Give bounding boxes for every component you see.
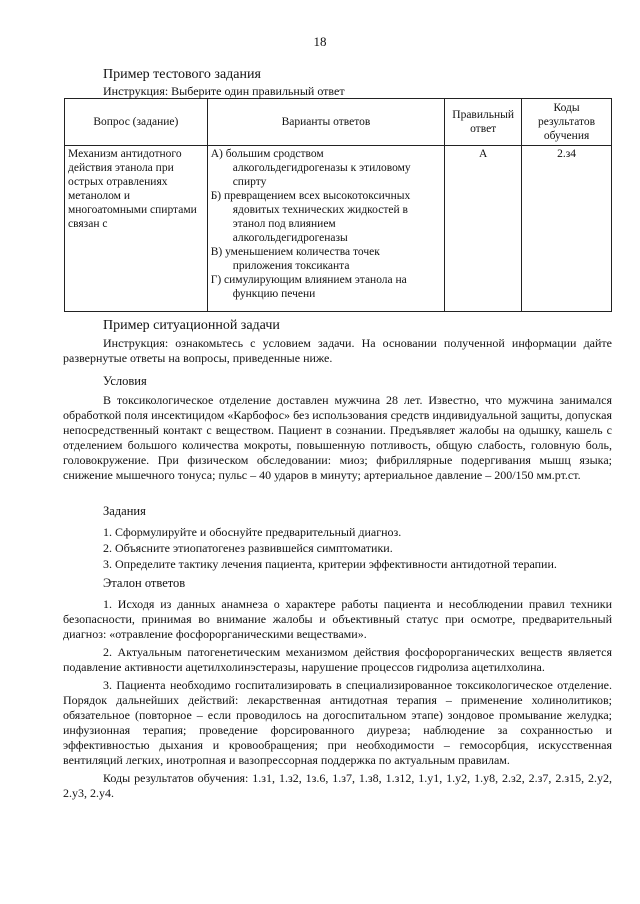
answers-label: Эталон ответов [103, 576, 186, 590]
page-number: 18 [313, 34, 327, 49]
header-codes: Коды результатов обучения [522, 99, 612, 146]
situational-instruction-block [63, 336, 612, 366]
conditions-label: Условия [103, 374, 147, 388]
header-answer: Правильный ответ [445, 99, 522, 146]
header-options: Варианты ответов [207, 99, 444, 146]
conditions-text: В токсикологическое отделение доставлен мужчина 28 лет. Известно, что мужчина занимался обработкой поля инсектицидом «Карбофос» без использования средств индивидуальной защиты, допуская непосредственный контакт с веществом. Пациент в сознании. Предъявляет жалобы на одышку, кашель с отделением большого количества мокроты, повышенную потливость, общую слабость, головную боль, головокружение. При физическом обследовании: миоз; фибриллярные подергивания мышц языка; снижение мышечного тонуса; пульс – 40 ударов в минуту; артериальное давление – 200/150 мм.рт.ст. [63, 393, 612, 482]
list-item: 2. Объясните этиопатогенез развившейся симптоматики. [103, 541, 393, 555]
tasks-label: Задания [103, 504, 146, 518]
situational-instruction: Инструкция: ознакомьтесь с условием задачи. На основании полученной информации дайте развернутые ответы на вопросы, приведенные ниже. [63, 336, 612, 365]
answer-2: 2. Актуальным патогенетическим механизмом действия фосфорорганических веществ является подавление активности ацетилхолинэстеразы, нарушение процессов гидролиза ацетилхолина. [63, 645, 612, 674]
test-instruction: Инструкция: Выберите один правильный ответ [103, 84, 345, 98]
conditions-block [63, 393, 612, 483]
table-row [65, 146, 612, 312]
question-cell: Механизм антидотного действия этанола при острых отравлениях метанолом и многоатомными спиртами связан с [65, 146, 208, 312]
option-d: Г) симулирующим влиянием этанола на функцию печени [210, 274, 407, 300]
test-example-heading: Пример тестового задания [103, 67, 261, 82]
option-c: В) уменьшением количества точек приложения токсиканта [210, 246, 380, 272]
codes-cell: 2.з4 [522, 146, 612, 312]
answers-block [63, 597, 612, 801]
option-a: А) большим сродством алкогольдегидрогеназы к этиловому спирту [210, 148, 411, 188]
answer-3: 3. Пациента необходимо госпитализировать в специализированное токсикологическое отделение. Порядок дальнейших действий: лекарственная антидотная терапия – применение холинолитиков; обязательное (повторное – если проводилось на догоспитальном этапе) зондовое промывание желудка; инфузионная терапия; проведение форсированного диуреза; наблюдение за сохранностью и эффективностью дыхания и кровообращения; при необходимости – гемосорбция, искусственная вентиляций легких, инотропная и вазопрессорная поддержка по актуальным правилам. [63, 678, 612, 767]
options-cell [207, 146, 444, 312]
list-item: 3. Определите тактику лечения пациента, критерии эффективности антидотной терапии. [103, 557, 557, 571]
table-header-row [65, 99, 612, 146]
list-item: 1. Сформулируйте и обоснуйте предварительный диагноз. [103, 525, 402, 539]
situational-heading: Пример ситуационной задачи [103, 318, 280, 333]
tasks-list [103, 524, 557, 572]
answer-cell: А [445, 146, 522, 312]
codes-line: Коды результатов обучения: 1.з1, 1.з2, 1з.6, 1.з7, 1.з8, 1.з12, 1.у1, 1.у2, 1.у8, 2.з2, 2.з7, 2.з15, 2.у2, 2.у3, 2.у4. [63, 771, 612, 800]
answer-1: 1. Исходя из данных анамнеза о характере работы пациента и несоблюдении правил техники безопасности, принимая во внимание жалобы и объективный статус при осмотре, предварительный диагноз: «отравление фосфорорганическими веществами». [63, 597, 612, 641]
test-table [64, 98, 612, 312]
header-question: Вопрос (задание) [65, 99, 208, 146]
option-b: Б) превращением всех высокотоксичных ядовитых технических жидкостей в этанол под влиянием алкогольдегидрогеназы [210, 190, 411, 244]
